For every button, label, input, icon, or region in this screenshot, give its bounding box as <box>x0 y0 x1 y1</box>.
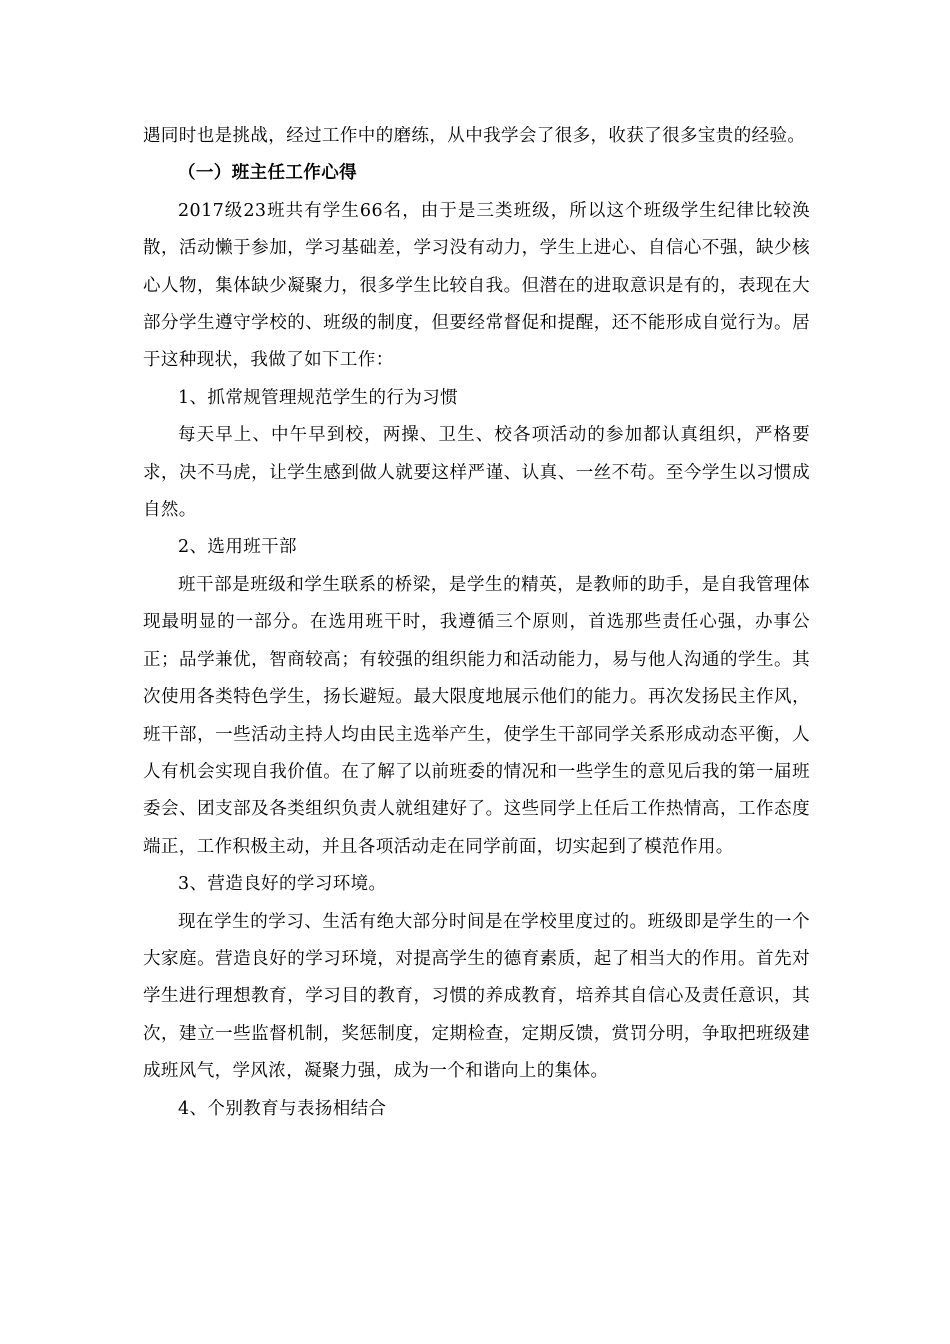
paragraph-learning-environment: 现在学生的学习、生活有绝大部分时间是在学校里度过的。班级即是学生的一个大家庭。营造良好的学习环境，对提高学生的德育素质，起了相当大的作用。首先对学生进行理想教育，学习目的教育，习惯的养成教育，培养其自信心及责任意识，其次，建立一些监督机制，奖惩制度，定期检查，定期反馈，赏罚分明，争取把班级建成班风气，学风浓，凝聚力强，成为一个和谐向上的集体。 <box>143 911 810 1082</box>
paragraph-class-overview: 2017级23班共有学生66名，由于是三类班级，所以这个班级学生纪律比较涣散，活动懒于参加，学习基础差，学习没有动力，学生上进心、自信心不强，缺少核心人物，集体缺少凝聚力，很多学生比较自我。但潜在的进取意识是有的，表现在大部分学生遵守学校的、班级的制度，但要经常督促和提醒，还不能形成自觉行为。居于这种现状，我做了如下工作： <box>143 200 810 371</box>
subheading-learning-environment: 3、营造良好的学习环境。 <box>178 874 387 895</box>
paragraph-routine-management: 每天早上、中午早到校，两操、卫生、校各项活动的参加都认真组织，严格要求，决不马虎，让学生感到做人就要这样严谨、认真、一丝不苟。至今学生以习惯成自然。 <box>143 425 810 521</box>
document-body <box>143 118 810 1128</box>
subheading-class-cadres: 2、选用班干部 <box>178 537 297 558</box>
paragraph-continuation: 遇同时也是挑战，经过工作中的磨练，从中我学会了很多，收获了很多宝贵的经验。 <box>143 126 806 146</box>
paragraph-class-cadres: 班干部是班级和学生联系的桥梁，是学生的精英，是教师的助手，是自我管理体现最明显的一部分。在选用班干时，我遵循三个原则，首选那些责任心强，办事公正；品学兼优，智商较高；有较强的组织能力和活动能力，易与他人沟通的学生。其次使用各类特色学生，扬长避短。最大限度地展示他们的能力。再次发扬民主作风，班干部，一些活动主持人均由民主选举产生，使学生干部同学关系形成动态平衡，人人有机会实现自我价值。在了解了以前班委的情况和一些学生的意见后我的第一届班委会、团支部及各类组织负责人就组建好了。这些同学上任后工作热情高，工作态度端正，工作积极主动，并且各项活动走在同学前面，切实起到了模范作用。 <box>143 574 810 857</box>
subheading-routine-management: 1、抓常规管理规范学生的行为习惯 <box>178 387 459 408</box>
subheading-individual-education: 4、个别教育与表扬相结合 <box>178 1098 387 1119</box>
section-heading: （一）班主任工作心得 <box>178 163 357 184</box>
